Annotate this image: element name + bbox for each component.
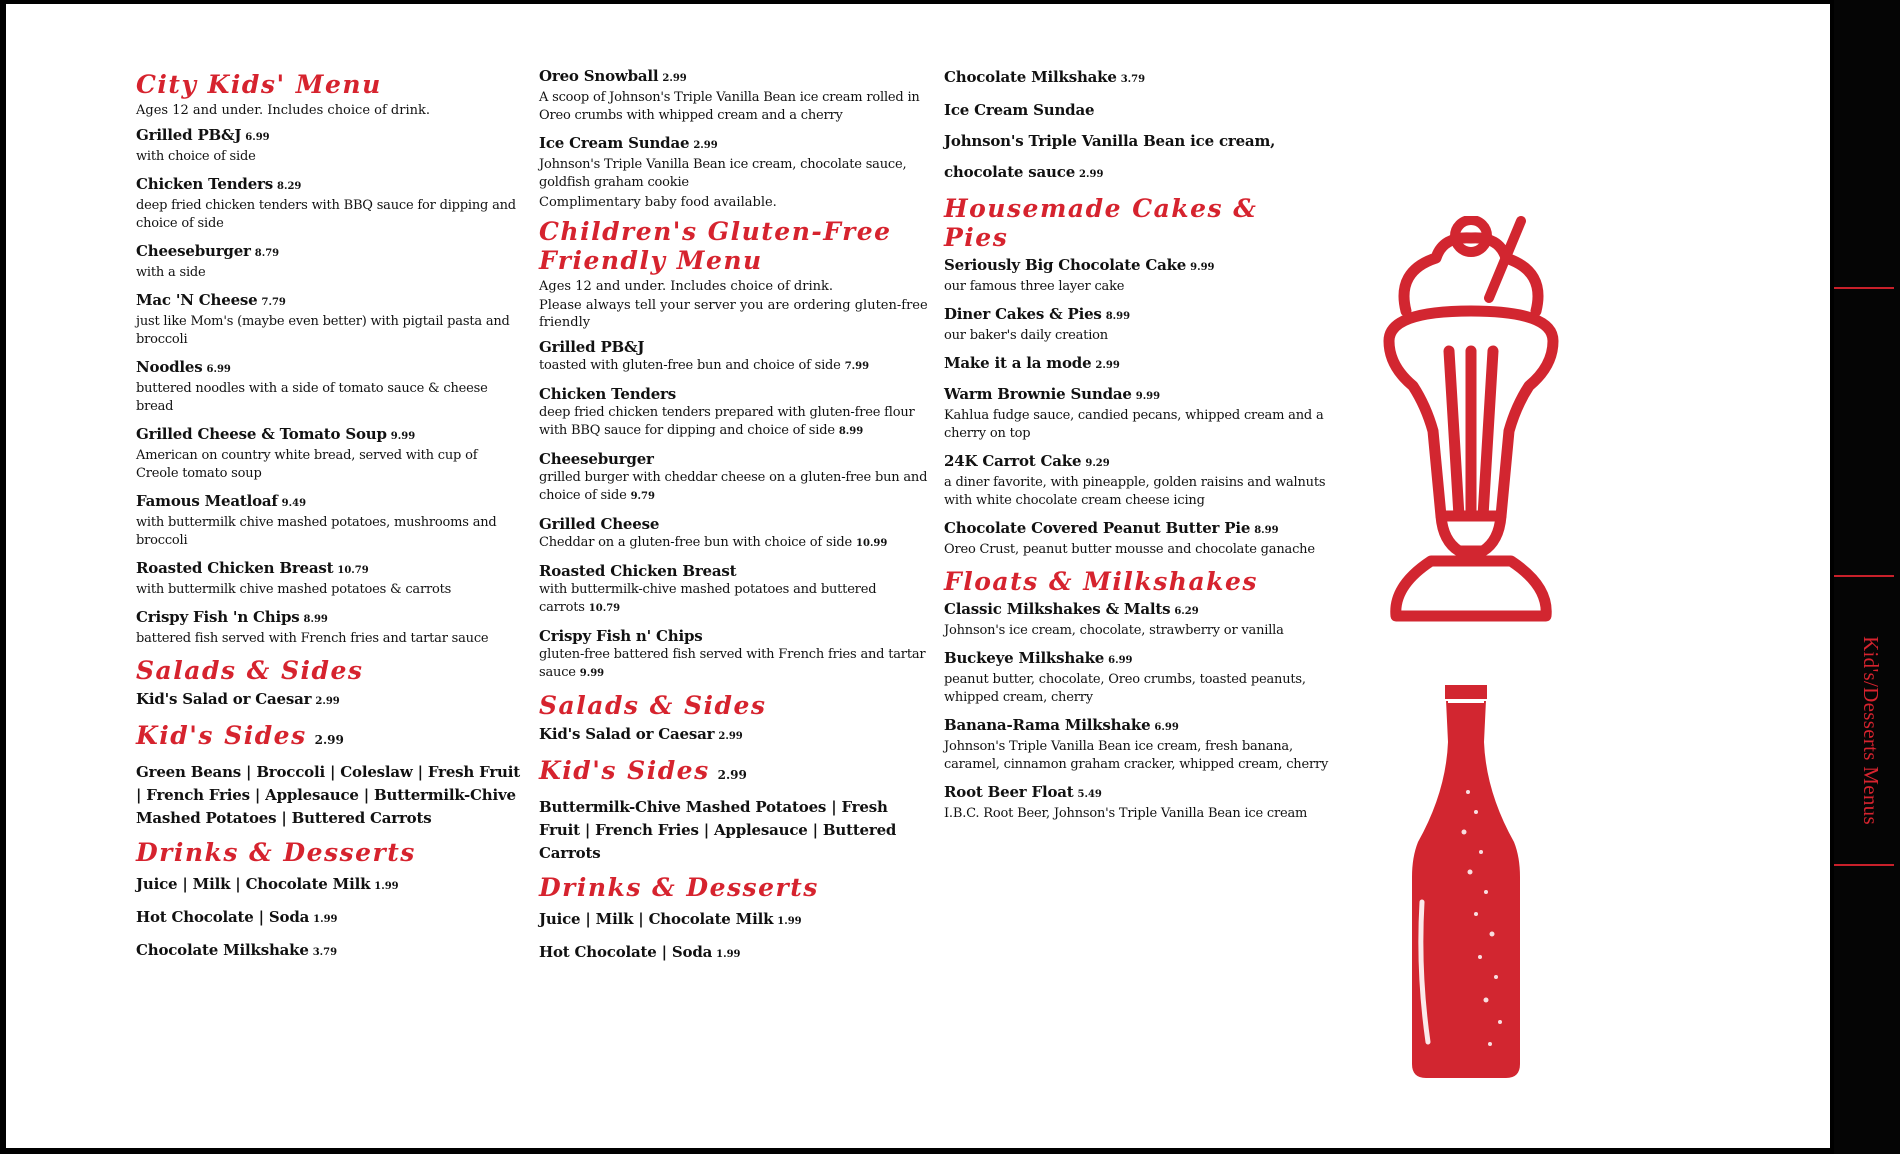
menu-item	[539, 449, 931, 506]
menu-item	[136, 558, 521, 599]
item-desc-text: Cheddar on a gluten-free bun with choice of side	[539, 535, 853, 550]
item-name: 24K Carrot Cake	[944, 452, 1082, 470]
item-price: 10.79	[337, 565, 369, 576]
menu-item	[136, 607, 521, 648]
menu-item	[944, 161, 1344, 186]
item-name: Chocolate Milkshake	[136, 941, 309, 959]
item-description	[539, 404, 931, 441]
side-tab-label: Kid's/Desserts Menus	[1858, 635, 1883, 825]
kids-sides-list: Green Beans | Broccoli | Coleslaw | Fresh Fruit | French Fries | Applesauce | Buttermilk-Chive Mashed Potatoes | Buttered Carrots	[136, 763, 520, 827]
item-name: Johnson's Triple Vanilla Bean ice cream,	[944, 132, 1276, 150]
item-price: 2.99	[1079, 169, 1104, 180]
item-name-line	[136, 558, 521, 581]
item-description	[539, 89, 931, 125]
item-price: 9.99	[390, 431, 416, 442]
item-description	[539, 646, 931, 683]
item-description	[136, 313, 521, 349]
milkshake-sundae-items	[944, 66, 1344, 186]
item-name-line	[539, 561, 931, 581]
item-name-line	[136, 174, 521, 197]
gluten-free-menu-title: Children's Gluten-Free Friendly Menu	[539, 217, 892, 275]
item-price: 8.29	[277, 181, 302, 192]
menu-item	[944, 255, 1344, 296]
item-price: 6.99	[1108, 655, 1133, 666]
column-1	[136, 66, 521, 972]
item-price: 8.79	[254, 248, 280, 259]
drinks-desserts-title: Drinks & Desserts	[136, 838, 416, 867]
item-desc-text: with buttermilk chive mashed potatoes & carrots	[136, 582, 452, 597]
drinks-desserts-title: Drinks & Desserts	[539, 873, 819, 902]
menu-item	[136, 174, 521, 233]
item-description	[944, 541, 1344, 559]
dessert-items	[539, 66, 931, 192]
tab-divider	[1834, 575, 1894, 577]
tab-divider	[1834, 287, 1894, 289]
item-price: 10.79	[588, 603, 621, 614]
item-name: Chicken Tenders	[539, 385, 677, 403]
menu-item	[539, 66, 931, 125]
menu-item	[944, 99, 1344, 122]
item-name: Grilled Cheese	[539, 515, 660, 533]
section-title-text: Kid's Sides	[136, 721, 307, 750]
kids-menu-items	[136, 125, 521, 648]
menu-item	[136, 125, 521, 166]
item-name: Chocolate Covered Peanut Butter Pie	[944, 519, 1251, 537]
item-description	[539, 581, 931, 618]
item-description	[136, 514, 521, 550]
menu-item	[944, 648, 1344, 707]
item-name: Cheeseburger	[136, 242, 251, 260]
item-price: 1.99	[716, 949, 741, 960]
item-name: Crispy Fish n' Chips	[539, 627, 703, 645]
soda-bottle-icon	[1406, 682, 1526, 1082]
item-price: 8.99	[303, 614, 328, 625]
item-name: Crispy Fish 'n Chips	[136, 608, 300, 626]
item-name-line	[539, 626, 931, 646]
item-price: 7.79	[261, 297, 286, 308]
item-price: 2.99	[718, 731, 743, 742]
item-desc-text: Johnson's Triple Vanilla Bean ice cream, chocolate sauce, goldfish graham cookie	[539, 157, 907, 190]
kids-sides-title	[136, 721, 521, 755]
item-name: Roasted Chicken Breast	[539, 562, 737, 580]
item-description	[136, 148, 521, 166]
item-description	[944, 278, 1344, 296]
menu-item	[136, 290, 521, 349]
item-name-line	[944, 518, 1344, 541]
menu-item	[539, 626, 931, 683]
item-price: 6.99	[245, 132, 270, 143]
item-price: 2.99	[1095, 360, 1120, 371]
item-name-line	[136, 424, 521, 447]
item-description	[539, 469, 931, 506]
item-price: 2.99	[662, 73, 687, 84]
drinks-items	[539, 908, 931, 966]
item-description	[136, 197, 521, 233]
gf-note-2: Please always tell your server you are ordering gluten-free friendly	[539, 298, 928, 330]
menu-item	[136, 241, 521, 282]
milkshake-icon	[1371, 216, 1571, 636]
item-description	[539, 534, 931, 553]
item-desc-text: Johnson's Triple Vanilla Bean ice cream, fresh banana, caramel, cinnamon graham cracker, whipped cream, cherry	[944, 739, 1329, 772]
gluten-free-items	[539, 337, 931, 683]
item-price: 1.99	[313, 914, 338, 925]
item-name: Buckeye Milkshake	[944, 649, 1105, 667]
item-name: Chocolate Milkshake	[944, 68, 1117, 86]
item-price: 8.99	[838, 426, 864, 437]
item-name: Chicken Tenders	[136, 175, 274, 193]
item-price: 10.99	[856, 538, 888, 549]
menu-item	[539, 723, 931, 748]
item-desc-text: just like Mom's (maybe even better) with pigtail pasta and broccoli	[136, 314, 510, 347]
salads-sides-title: Salads & Sides	[539, 691, 767, 720]
item-name: Grilled Cheese & Tomato Soup	[136, 425, 387, 443]
menu-item	[136, 688, 521, 713]
item-description	[539, 357, 931, 376]
item-name: Grilled PB&J	[539, 338, 645, 356]
item-price: 8.99	[1254, 525, 1279, 536]
item-desc-text: grilled burger with cheddar cheese on a gluten-free bun and choice of side	[539, 470, 928, 503]
item-desc-text: with buttermilk-chive mashed potatoes and buttered carrots	[539, 582, 877, 615]
item-price: 3.79	[1120, 74, 1146, 85]
item-name-line	[136, 357, 521, 380]
item-price: 9.29	[1085, 458, 1110, 469]
item-desc-text: battered fish served with French fries and tartar sauce	[136, 631, 489, 646]
item-description	[539, 156, 931, 192]
item-name-line	[136, 607, 521, 630]
item-desc-text: gluten-free battered fish served with French fries and tartar sauce	[539, 647, 926, 680]
item-description	[944, 738, 1344, 774]
item-name-line	[539, 337, 931, 357]
menu-item	[539, 908, 931, 933]
cakes-items	[944, 255, 1344, 559]
menu-page	[6, 4, 1830, 1148]
item-desc-text: a diner favorite, with pineapple, golden raisins and walnuts with white chocolate cream cheese icing	[944, 475, 1326, 508]
item-desc-text: Johnson's ice cream, chocolate, strawberry or vanilla	[944, 623, 1284, 638]
menu-item	[539, 384, 931, 441]
item-name-line	[136, 290, 521, 313]
item-name-line	[539, 514, 931, 534]
item-description	[944, 327, 1344, 345]
item-name-line	[539, 133, 931, 156]
item-name-line	[539, 66, 931, 89]
item-description	[944, 805, 1344, 823]
item-name: Noodles	[136, 358, 203, 376]
item-name: Hot Chocolate | Soda	[136, 908, 310, 926]
item-description	[136, 447, 521, 483]
floats-milkshakes-title: Floats & Milkshakes	[944, 567, 1258, 596]
item-desc-text: American on country white bread, served with cup of Creole tomato soup	[136, 448, 478, 481]
item-price: 1.99	[777, 916, 802, 927]
section-price: 2.99	[314, 733, 344, 747]
floats-items	[944, 599, 1344, 823]
item-desc-text: toasted with gluten-free bun and choice of side	[539, 358, 841, 373]
menu-item	[539, 337, 931, 376]
menu-item	[539, 514, 931, 553]
item-desc-text: peanut butter, chocolate, Oreo crumbs, toasted peanuts, whipped cream, cherry	[944, 672, 1306, 705]
item-price: 9.99	[1190, 262, 1215, 273]
item-name: Make it a la mode	[944, 354, 1092, 372]
item-desc-text: buttered noodles with a side of tomato sauce & cheese bread	[136, 381, 488, 414]
item-desc-text: our famous three layer cake	[944, 279, 1125, 294]
item-name-line	[136, 491, 521, 514]
item-name-line	[944, 648, 1344, 671]
item-name: Diner Cakes & Pies	[944, 305, 1102, 323]
column-3	[944, 66, 1344, 831]
kids-sides-title	[539, 756, 931, 790]
menu-item	[539, 133, 931, 192]
item-name: Oreo Snowball	[539, 67, 659, 85]
column-2	[539, 66, 931, 974]
item-name: Cheeseburger	[539, 450, 654, 468]
salads-sides-title: Salads & Sides	[136, 656, 364, 685]
menu-item	[539, 941, 931, 966]
item-price: 1.99	[374, 881, 399, 892]
item-name: Banana-Rama Milkshake	[944, 716, 1151, 734]
item-name: Kid's Salad or Caesar	[136, 690, 312, 708]
item-price: 2.99	[693, 140, 718, 151]
item-desc-text: with buttermilk chive mashed potatoes, mushrooms and broccoli	[136, 515, 497, 548]
item-price: 8.99	[1105, 311, 1131, 322]
item-name-line	[944, 451, 1344, 474]
item-name: Kid's Salad or Caesar	[539, 725, 715, 743]
item-price: 6.99	[206, 364, 231, 375]
item-name-line	[944, 255, 1344, 278]
item-name-line	[136, 125, 521, 148]
item-description	[136, 264, 521, 282]
item-price: 9.99	[1135, 391, 1161, 402]
item-desc-text: Kahlua fudge sauce, candied pecans, whipped cream and a cherry on top	[944, 408, 1324, 441]
menu-item	[944, 384, 1344, 443]
section-title-text: Kid's Sides	[539, 756, 710, 785]
item-desc-text: our baker's daily creation	[944, 328, 1108, 343]
item-name: Juice | Milk | Chocolate Milk	[539, 910, 774, 928]
item-description	[136, 630, 521, 648]
menu-item	[944, 66, 1344, 91]
menu-item	[136, 873, 521, 898]
menu-item	[944, 715, 1344, 774]
side-tab-strip	[1834, 0, 1900, 1154]
item-name-line	[136, 241, 521, 264]
section-price: 2.99	[717, 768, 747, 782]
item-description	[136, 380, 521, 416]
item-name-line	[944, 304, 1344, 327]
item-name-line	[539, 384, 931, 404]
item-price: 9.79	[630, 491, 655, 502]
item-desc-text: deep fried chicken tenders with BBQ sauce for dipping and choice of side	[136, 198, 516, 231]
item-name: Classic Milkshakes & Malts	[944, 600, 1171, 618]
item-price: 9.49	[281, 498, 307, 509]
item-name: Juice | Milk | Chocolate Milk	[136, 875, 371, 893]
item-name: Root Beer Float	[944, 783, 1074, 801]
item-desc-text: I.B.C. Root Beer, Johnson's Triple Vanilla Bean ice cream	[944, 806, 1308, 821]
side-tab-kids-desserts[interactable]	[1840, 585, 1900, 875]
item-name: Famous Meatloaf	[136, 492, 278, 510]
item-name: chocolate sauce	[944, 163, 1076, 181]
item-name-line	[539, 449, 931, 469]
item-name: Seriously Big Chocolate Cake	[944, 256, 1187, 274]
menu-item	[944, 130, 1344, 153]
item-name-line	[944, 715, 1344, 738]
menu-item	[136, 424, 521, 483]
menu-item	[944, 353, 1344, 376]
item-desc-text: deep fried chicken tenders prepared with gluten-free flour with BBQ sauce for dipping and choice of side	[539, 405, 915, 438]
baby-food-note: Complimentary baby food available.	[539, 195, 777, 210]
item-name: Ice Cream Sundae	[539, 134, 690, 152]
item-desc-text: with choice of side	[136, 149, 256, 164]
item-name: Mac 'N Cheese	[136, 291, 258, 309]
item-name: Grilled PB&J	[136, 126, 242, 144]
item-name-line	[944, 599, 1344, 622]
menu-item	[944, 782, 1344, 823]
menu-item	[944, 599, 1344, 640]
item-price: 9.99	[579, 668, 605, 679]
menu-item	[944, 451, 1344, 510]
item-desc-text: Oreo Crust, peanut butter mousse and chocolate ganache	[944, 542, 1315, 557]
item-price: 7.99	[844, 361, 870, 372]
item-name: Ice Cream Sundae	[944, 101, 1095, 119]
item-name-line	[944, 782, 1344, 805]
item-name: Warm Brownie Sundae	[944, 385, 1132, 403]
menu-item	[944, 304, 1344, 345]
kids-sides-list: Buttermilk-Chive Mashed Potatoes | Fresh Fruit | French Fries | Applesauce | Buttered Carrots	[539, 798, 897, 862]
menu-item	[944, 518, 1344, 559]
gf-note-1: Ages 12 and under. Includes choice of drink.	[539, 279, 833, 294]
item-name: Roasted Chicken Breast	[136, 559, 334, 577]
item-desc-text: A scoop of Johnson's Triple Vanilla Bean ice cream rolled in Oreo crumbs with whipped cream and a cherry	[539, 90, 920, 123]
item-price: 6.99	[1154, 722, 1179, 733]
item-name: Hot Chocolate | Soda	[539, 943, 713, 961]
item-desc-text: with a side	[136, 265, 206, 280]
menu-item	[136, 357, 521, 416]
item-description	[944, 474, 1344, 510]
item-price: 2.99	[315, 696, 340, 707]
item-description	[136, 581, 521, 599]
menu-item	[136, 491, 521, 550]
kids-menu-note: Ages 12 and under. Includes choice of drink.	[136, 103, 430, 118]
item-price: 6.29	[1174, 606, 1199, 617]
kids-menu-title: City Kids' Menu	[136, 70, 382, 99]
item-description	[944, 622, 1344, 640]
cakes-pies-title: Housemade Cakes & Pies	[944, 194, 1258, 252]
item-price: 5.49	[1077, 789, 1102, 800]
item-name-line	[944, 384, 1344, 407]
item-name-line	[944, 353, 1344, 376]
item-price: 3.79	[312, 947, 338, 958]
item-description	[944, 671, 1344, 707]
drinks-items	[136, 873, 521, 964]
menu-item	[136, 939, 521, 964]
menu-item	[539, 561, 931, 618]
item-description	[944, 407, 1344, 443]
menu-item	[136, 906, 521, 931]
